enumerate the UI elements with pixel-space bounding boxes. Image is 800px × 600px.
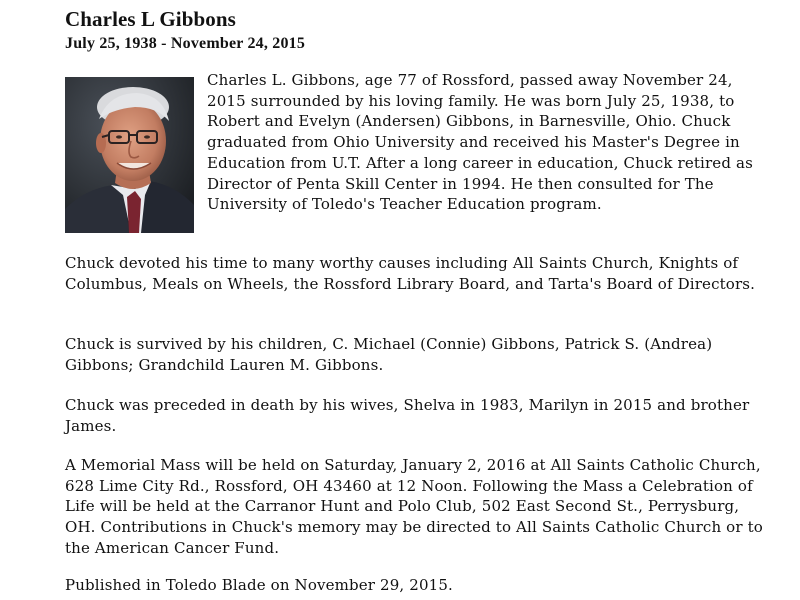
obituary-dates: July 25, 1938 - November 24, 2015 xyxy=(65,35,306,52)
paragraph-causes: Chuck devoted his time to many worthy causes including All Saints Church, Knights of Columbus, Meals on Wheels, the Rossford Library Board, and Tarta's Board of Directors. xyxy=(65,254,756,293)
obituary-intro: Charles L. Gibbons, age 77 of Rossford, passed away November 24, 2015 surrounded by his loving family. He was born July 25, 1938, to Robert and Evelyn (Andersen) Gibbons, in Barnesville, Ohio. Chuck graduated from Ohio University and received his Master's Degree in Education from U.T. After a long career in education, Chuck retired as Director of Penta Skill Center in 1994. He then consulted for The University of Toledo's Teacher Education program. xyxy=(207,71,753,214)
paragraph-preceded: Chuck was preceded in death by his wives, Shelva in 1983, Marilyn in 2015 and brother James. xyxy=(65,396,750,435)
portrait-illustration xyxy=(65,77,194,233)
published-notice: Published in Toledo Blade on November 29, 2015. xyxy=(65,576,453,594)
paragraph-survivors: Chuck is survived by his children, C. Michael (Connie) Gibbons, Patrick S. (Andrea) Gibbons; Grandchild Lauren M. Gibbons. xyxy=(65,335,713,374)
portrait-photo xyxy=(65,77,194,233)
obituary-name: Charles L Gibbons xyxy=(65,7,236,31)
paragraph-services: A Memorial Mass will be held on Saturday, January 2, 2016 at All Saints Catholic Church, 628 Lime City Rd., Rossford, OH 43460 at 12 Noon. Following the Mass a Celebration of Life will be held at the Carranor Hunt and Polo Club, 502 East Second St., Perrysburg, OH. Contributions in Chuck's memory may be directed to All Saints Catholic Church or to the American Cancer Fund. xyxy=(65,456,763,557)
